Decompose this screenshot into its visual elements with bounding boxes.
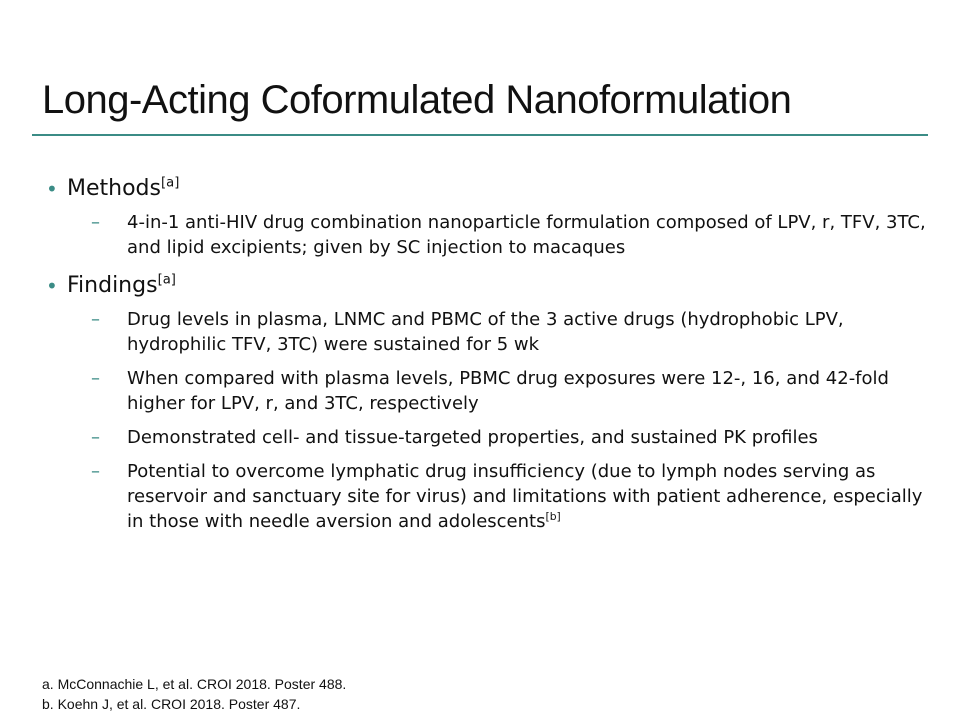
footnote: b. Koehn J, et al. CROI 2018. Poster 487. <box>42 696 301 712</box>
list-item <box>46 459 926 534</box>
footnote: a. McConnachie L, et al. CROI 2018. Poster 488. <box>42 676 347 692</box>
bullet-icon: • <box>46 177 58 201</box>
list-item-text: When compared with plasma levels, PBMC drug exposures were 12-, 16, and 42-fold higher for LPV, r, and 3TC, respectively <box>127 368 889 414</box>
dash-icon: – <box>91 461 100 482</box>
findings-sub-list <box>46 307 926 534</box>
dash-icon: – <box>91 309 100 330</box>
section-methods <box>46 172 926 206</box>
list-item-text: Potential to overcome lymphatic drug insufficiency (due to lymph nodes serving as reservoir and sanctuary site for virus) and limitations with patient adherence, especially in those with needle aversion and adolescents <box>127 461 923 532</box>
list-item-text: 4-in-1 anti-HIV drug combination nanoparticle formulation composed of LPV, r, TFV, 3TC, and lipid excipients; given by SC injection to macaques <box>127 212 926 258</box>
list-item-text: Demonstrated cell- and tissue-targeted properties, and sustained PK profiles <box>127 427 818 448</box>
reference-marker: [a] <box>160 175 180 191</box>
section-label: Findings <box>67 273 158 298</box>
list-item <box>46 366 926 416</box>
dash-icon: – <box>91 368 100 389</box>
dash-icon: – <box>91 212 100 233</box>
bullet-icon: • <box>46 274 58 298</box>
dash-icon: – <box>91 427 100 448</box>
list-item <box>46 210 926 260</box>
slide-content <box>46 172 926 543</box>
list-item-text: Drug levels in plasma, LNMC and PBMC of the 3 active drugs (hydrophobic LPV, hydrophilic TFV, 3TC) were sustained for 5 wk <box>127 309 844 355</box>
section-findings <box>46 269 926 303</box>
methods-sub-list <box>46 210 926 260</box>
reference-marker: [b] <box>545 510 561 523</box>
list-item <box>46 307 926 357</box>
title-divider <box>32 134 928 136</box>
reference-marker: [a] <box>157 272 176 288</box>
footnotes <box>42 674 346 714</box>
section-label: Methods <box>67 176 161 201</box>
slide-title: Long-Acting Coformulated Nanoformulation <box>42 78 792 122</box>
list-item <box>46 425 926 450</box>
